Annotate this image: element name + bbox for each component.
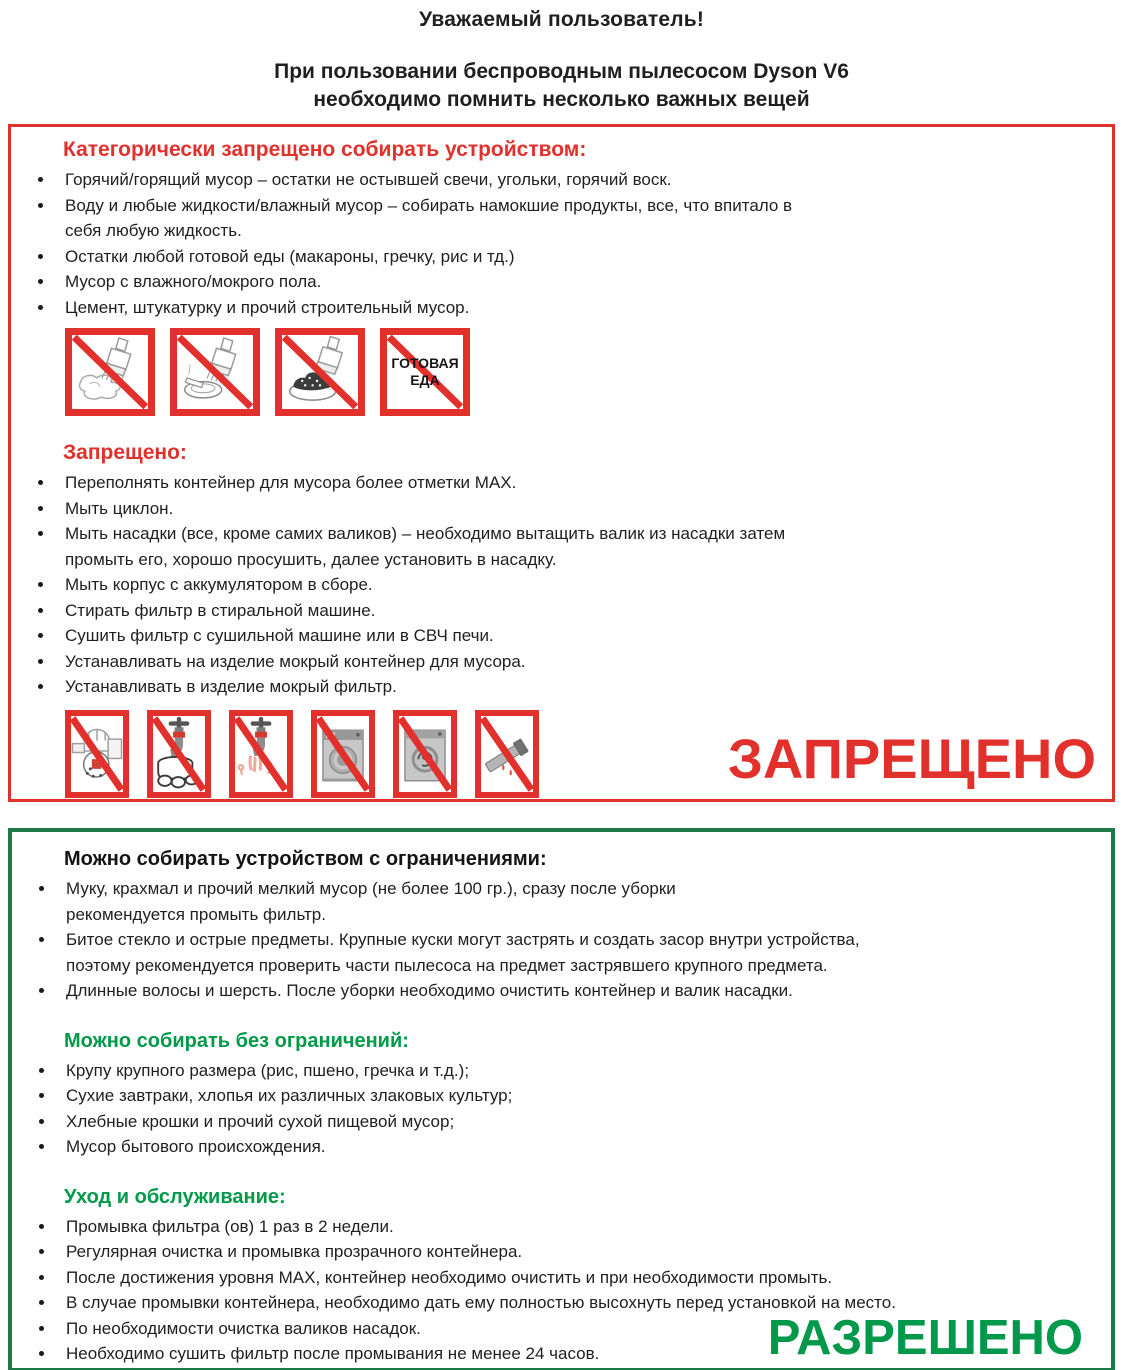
list-item: Необходимо сушить фильтр после промывания не менее 24 часов. [12,1341,1111,1367]
prohibited-icons-row-1 [65,328,1112,416]
strictly-forbidden-list [11,167,1112,320]
allowed-freely-heading: Можно собирать без ограничений: [64,1029,409,1052]
prohibition-cross-icon [235,716,287,792]
prohibition-cross-icon [481,716,533,792]
maintenance-heading: Уход и обслуживание: [64,1185,286,1208]
allowed-section-box [8,828,1115,1370]
forbidden-stamp: ЗАПРЕЩЕНО [727,727,1096,790]
forbidden-section-box [8,124,1115,802]
list-item: Битое стекло и острые предметы. Крупные куски могут застрять и создать засор внутри устройства, поэтому рекомендуется проверить части пылесоса на предмет застрявшего крупного предмета. [12,927,922,978]
list-item: Регулярная очистка и промывка прозрачного контейнера. [12,1239,1111,1265]
no-ready-food-sign [380,328,470,416]
forbidden-list [11,470,1112,700]
prohibition-cross-icon [72,335,148,409]
list-item: Мыть насадки (все, кроме самих валиков) – необходимо вытащить валик из насадки затем промыть его, хорошо просушить, далее установить в насадку. [11,521,821,572]
no-vacuum-cooked-food-icon [275,328,365,416]
allowed-limited-heading: Можно собирать устройством с ограничениями: [64,848,547,870]
subtitle-line-1: При пользовании беспроводным пылесосом Dyson V6 [274,60,849,83]
list-item: После достижения уровня MAX, контейнер необходимо очистить и при необходимости промыть. [12,1265,1111,1291]
list-item: Переполнять контейнер для мусора более отметки MAX. [11,470,1112,496]
no-washing-machine-icon [311,710,375,798]
no-rinse-container-under-tap-icon [147,710,211,798]
list-item: Муку, крахмал и прочий мелкий мусор (не более 100 гр.), сразу после уборки рекомендуется промыть фильтр. [12,876,732,927]
prohibition-cross-icon [153,716,205,792]
list-item: Мусор бытового происхождения. [12,1134,1111,1160]
prohibition-cross-icon [71,716,123,792]
subtitle-line-2: необходимо помнить несколько важных вещей [313,88,810,111]
page-header [0,0,1123,114]
allowed-limited-list [12,876,1111,1004]
list-item: Стирать фильтр в стиральной машине. [11,598,1112,624]
list-item: Сушить фильтр с сушильной машине или в СВЧ печи. [11,623,1112,649]
strictly-forbidden-heading: Категорически запрещено собирать устройством: [63,138,587,161]
no-running-tap-water-icon [229,710,293,798]
prohibition-cross-icon [317,716,369,792]
list-item: Мыть корпус с аккумулятором в сборе. [11,572,1112,598]
list-item: В случае промывки контейнера, необходимо дать ему полностью высохнуть перед установкой на место. [12,1290,1111,1316]
ready-food-label: ГОТОВАЯ ЕДА [391,355,459,388]
prohibition-cross-icon [177,335,253,409]
subtitle [0,58,1123,114]
list-item: Горячий/горящий мусор – остатки не остывшей свечи, угольки, горячий воск. [11,167,1112,193]
list-item: Воду и любые жидкости/влажный мусор – собирать намокшие продукты, все, что впитало в себя любую жидкость. [11,193,811,244]
list-item: Цемент, штукатурку и прочий строительный мусор. [11,295,1112,321]
list-item: Длинные волосы и шерсть. После уборки необходимо очистить контейнер и валик насадки. [12,978,1111,1004]
list-item: Крупу крупного размера (рис, пшено, гречка и т.д.); [12,1058,1111,1084]
list-item: Мусор с влажного/мокрого пола. [11,269,1112,295]
list-item: Остатки любой готовой еды (макароны, гречку, рис и тд.) [11,244,1112,270]
allowed-stamp: РАЗРЕШЕНО [767,1311,1083,1365]
allowed-freely-list [12,1058,1111,1160]
list-item: Сухие завтраки, хлопья их различных злаковых культур; [12,1083,1111,1109]
forbidden-heading: Запрещено: [63,441,187,464]
list-item: Хлебные крошки и прочий сухой пищевой мусор; [12,1109,1111,1135]
list-item: По необходимости очистка валиков насадок. [12,1316,1111,1342]
no-tumble-dryer-icon [393,710,457,798]
list-item: Устанавливать в изделие мокрый фильтр. [11,674,1112,700]
no-vacuum-liquid-spill-icon [65,328,155,416]
no-wet-component-icon [475,710,539,798]
list-item: Мыть циклон. [11,496,1112,522]
no-vacuum-hot-ash-icon [170,328,260,416]
prohibition-cross-icon [399,716,451,792]
list-item: Промывка фильтра (ов) 1 раз в 2 недели. [12,1214,1111,1240]
greeting-title: Уважаемый пользователь! [418,8,705,31]
no-wash-assembled-device-icon [65,710,129,798]
list-item: Устанавливать на изделие мокрый контейнер для мусора. [11,649,1112,675]
prohibition-cross-icon [282,335,358,409]
